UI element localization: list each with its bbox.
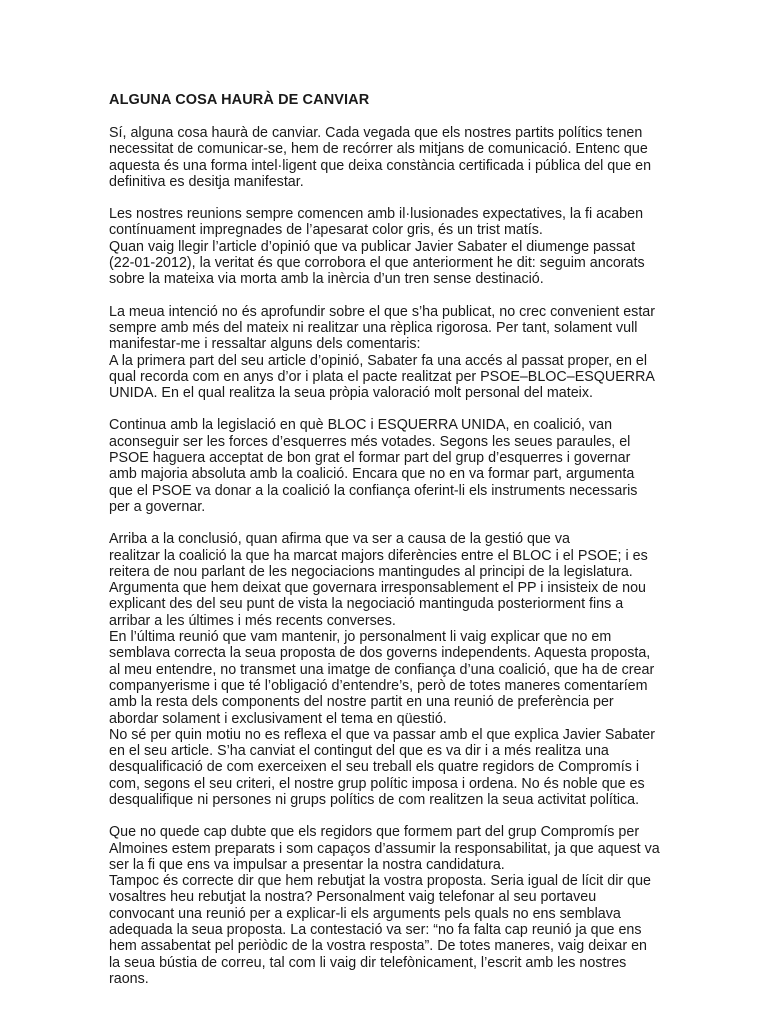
text-line: hem assabentat pel periòdic de la vostra resposta”. De totes maneres, vaig deixar en (109, 938, 648, 955)
text-line: Continua amb la legislació en què BLOC i ESQUERRA UNIDA, en coalició, van (109, 417, 613, 434)
text-line: raons. (109, 970, 149, 987)
text-line: sempre amb més del mateix ni realitzar una rèplica rigorosa. Per tant, solament vull (109, 319, 638, 336)
text-line: adequada la seua proposta. La contestació va ser: “no fa falta cap reunió ja que ens (109, 922, 642, 939)
paragraph (109, 417, 728, 515)
text-line: Argumenta que hem deixat que governara irresponsablement el PP i insisteix de nou (109, 580, 646, 597)
text-line: UNIDA. En el qual realitza la seua pròpia valoració molt personal del mateix. (109, 385, 593, 402)
text-line: com, segons el seu criteri, el nostre grup polític imposa i ordena. No és noble que es (109, 775, 645, 792)
text-line: realitzar la coalició la que ha marcat majors diferències entre el BLOC i el PSOE; i es (109, 547, 648, 564)
text-line: PSOE haguera acceptat de bon grat el formar part del grup d’esquerres i governar (109, 450, 631, 467)
text-line: explicant des del seu punt de vista la negociació mantinguda posteriorment fins a (109, 596, 624, 613)
paragraph (109, 206, 728, 287)
text-line: arribar a les últimes i més recents converses. (109, 612, 396, 629)
text-line: per a governar. (109, 498, 206, 515)
text-line: Les nostres reunions sempre comencen amb il·lusionades expectatives, la fi acaben (109, 206, 644, 223)
paragraph (109, 304, 728, 402)
text-line: A la primera part del seu article d’opinió, Sabater fa una accés al passat proper, en el (109, 352, 648, 369)
text-line: amb majoria absoluta amb la coalició. Encara que no en va formar part, argumenta (109, 466, 635, 483)
text-line: Quan vaig llegir l’article d’opinió que va publicar Javier Sabater el diumenge passat (109, 238, 636, 255)
text-line: manifestar-me i ressaltar alguns dels comentaris: (109, 336, 421, 353)
text-line: definitiva es desitja manifestar. (109, 173, 304, 190)
text-line: aquesta és una forma intel·ligent que deixa constància certificada i pública del que en (109, 157, 652, 174)
text-line: desqualificació de com exerceixen el seu treball els quatre regidors de Compromís i (109, 759, 640, 776)
text-line: vosaltres heu rebutjat la nostra? Personalment vaig telefonar al seu portaveu (109, 889, 597, 906)
text-line: necessitat de comunicar-se, hem de recórrer als mitjans de comunicació. Entenc que (109, 141, 648, 158)
text-line: (22-01-2012), la veritat és que corrobora el que anteriorment he dit: seguim ancorats (109, 255, 645, 272)
text-line: que el PSOE va donar a la coalició la confiança oferint-li els instruments necessaris (109, 482, 638, 499)
text-line: ser la fi que ens va impulsar a presentar la nostra candidatura. (109, 856, 505, 873)
text-line: reitera de nou parlant de les negociacions mantingudes al principi de la legislatura. (109, 563, 633, 580)
text-line: Que no quede cap dubte que els regidors que formem part del grup Compromís per (109, 824, 640, 841)
text-line: Sí, alguna cosa haurà de canviar. Cada vegada que els nostres partits polítics tenen (109, 125, 643, 141)
document-body (109, 125, 728, 987)
text-line: contínuament impregnades de l’apesarat color gris, és un trist matís. (109, 222, 543, 239)
text-line: convocant una reunió per a explicar-li els arguments pels quals no ens semblava (109, 905, 621, 922)
text-line: la seua bústia de correu, tal com li vaig dir telefònicament, l’escrit amb les nostres (109, 954, 627, 971)
paragraph (109, 531, 728, 808)
text-line: Almoines estem preparats i som capaços d’assumir la responsabilitat, ja que aquest va (109, 840, 660, 857)
text-line: al meu entendre, no transmet una imatge de confiança d’una coalició, que ha de crear (109, 661, 655, 678)
text-line: No sé per quin motiu no es reflexa el que va passar amb el que explica Javier Sabater (109, 726, 655, 743)
text-line: en el seu article. S’ha canviat el contingut del que es va dir i a més realitza una (109, 743, 609, 760)
text-line: desqualifique ni persones ni grups polítics de com realitzen la seua activitat política. (109, 791, 640, 808)
text-line: qual recorda com en anys d’or i plata el pacte realitzat per PSOE–BLOC–ESQUERRA (109, 368, 655, 385)
text-line: sobre la mateixa via morta amb la inèrcia d’un tren sense destinació. (109, 271, 544, 288)
document-title: ALGUNA COSA HAURÀ DE CANVIAR (109, 92, 370, 108)
text-line: semblava correcta la seua proposta de dos governs independents. Aquesta proposta, (109, 645, 651, 662)
text-line: companyerisme i que té l’obligació d’entendre’s, però de totes maneres comentaríem (109, 677, 648, 694)
text-line: La meua intenció no és aprofundir sobre el que s’ha publicat, no crec convenient estar (109, 303, 656, 320)
paragraph (109, 824, 728, 987)
text-line: En l’última reunió que vam mantenir, jo personalment li vaig explicar que no em (109, 629, 612, 646)
text-line: abordar solament i exclusivament el tema en qüestió. (109, 710, 447, 727)
paragraph (109, 125, 728, 190)
text-line: amb la resta dels components del nostre partit en una reunió de preferència per (109, 694, 614, 711)
text-line: Arriba a la conclusió, quan afirma que va ser a causa de la gestió que va (109, 531, 570, 548)
text-line: aconseguir ser les forces d’esquerres més votades. Segons les seues paraules, el (109, 433, 631, 450)
text-line: Tampoc és correcte dir que hem rebutjat la vostra proposta. Seria igual de lícit dir que (109, 873, 651, 890)
